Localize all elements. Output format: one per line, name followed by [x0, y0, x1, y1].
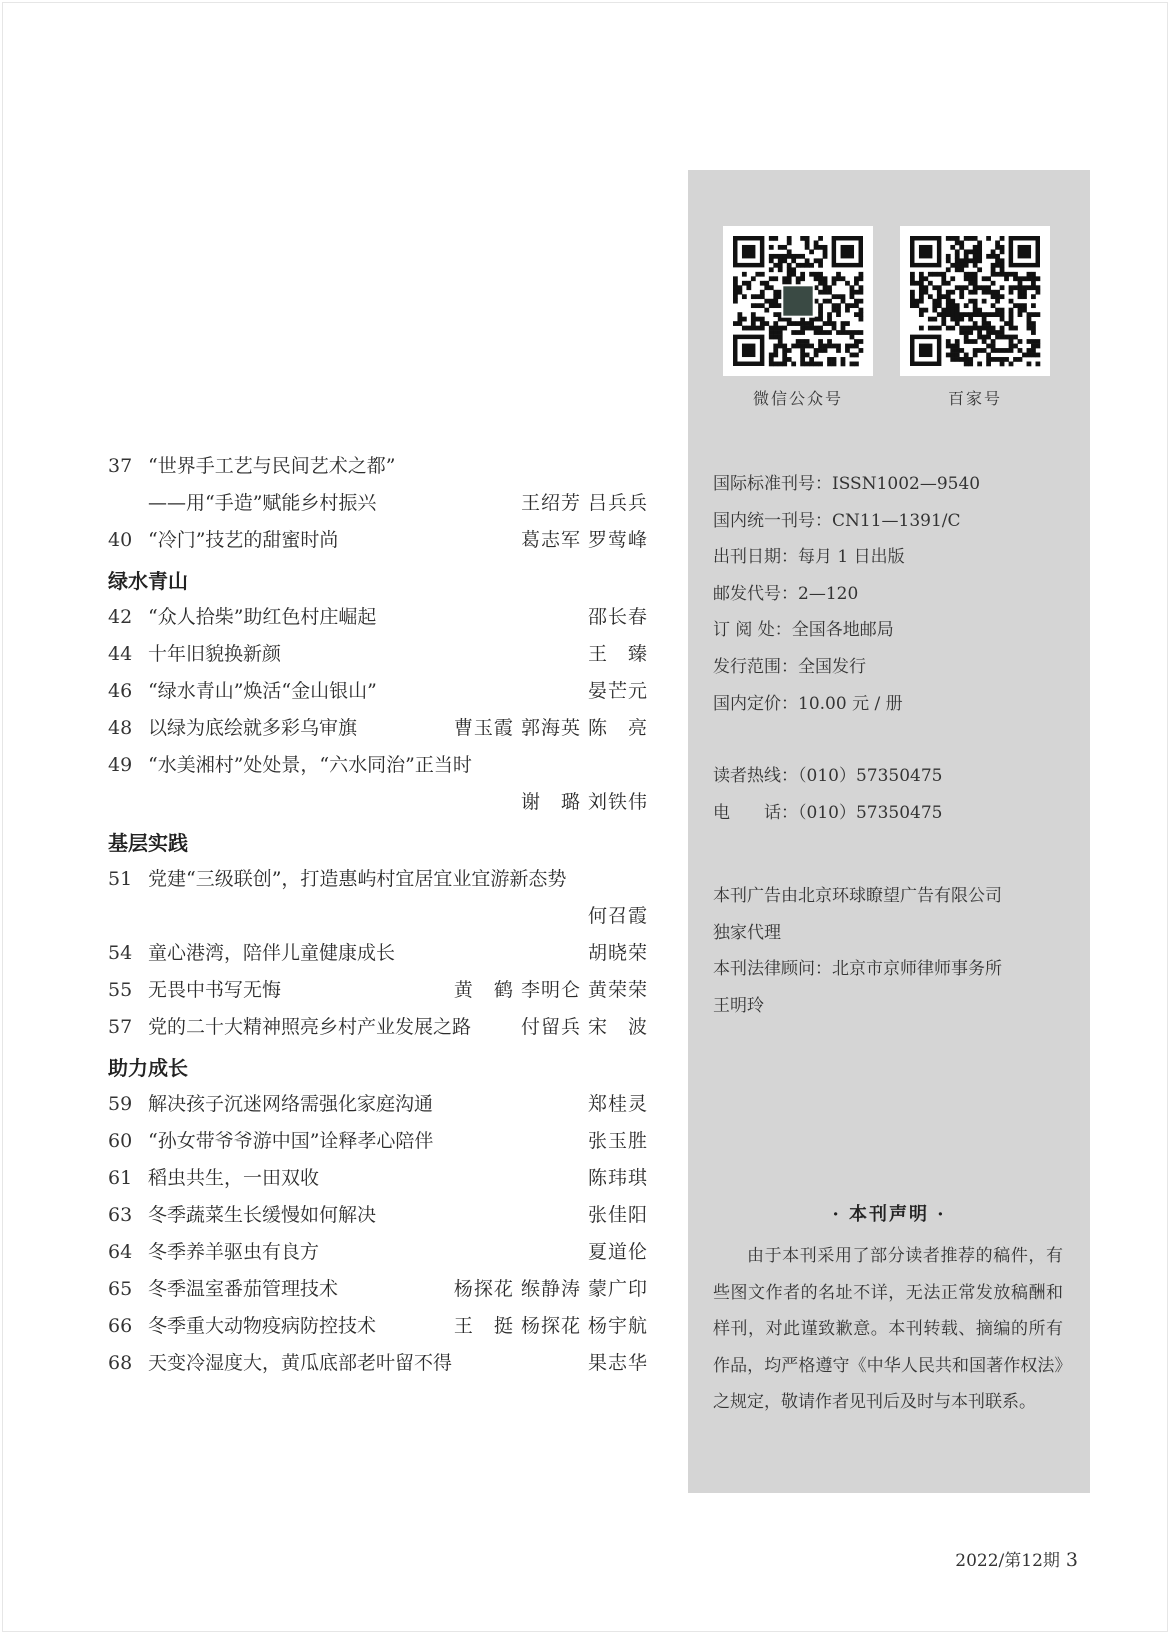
- toc-entry-line: [108, 747, 648, 784]
- toc-entry-line: [108, 1160, 648, 1197]
- toc-author: 黄 鹤 李明仑 黄荣荣: [453, 979, 648, 1001]
- toc-entry-line: [108, 1086, 648, 1123]
- toc-page-number: 42: [108, 606, 133, 628]
- table-of-contents: [108, 448, 648, 1382]
- toc-entry[interactable]: [108, 710, 648, 747]
- toc-entry-line: [108, 1197, 648, 1234]
- toc-author: 谢 璐 刘铁伟: [520, 791, 648, 813]
- toc-author: 葛志军 罗莺峰: [520, 529, 648, 551]
- toc-title: “冷门”技艺的甜蜜时尚: [148, 529, 339, 551]
- toc-author: 邵长春: [587, 606, 648, 628]
- toc-entry-line: [108, 1009, 648, 1046]
- toc-title: 无畏中书写无悔: [148, 979, 282, 1001]
- toc-entry-line: [108, 1234, 648, 1271]
- toc-entry-line: [108, 1308, 648, 1345]
- toc-entry[interactable]: [108, 1234, 648, 1271]
- toc-title: 冬季蔬菜生长缓慢如何解决: [148, 1204, 377, 1226]
- toc-entry[interactable]: [108, 599, 648, 636]
- agency-info: [713, 878, 1002, 1024]
- toc-entry[interactable]: [108, 1009, 648, 1046]
- toc-author: 王 挺 杨探花 杨宇航: [453, 1315, 648, 1337]
- toc-entry-line: [108, 710, 648, 747]
- ad-agency-line: 本刊广告由北京环球瞭望广告有限公司: [713, 886, 1002, 906]
- toc-entry-line: [108, 485, 648, 522]
- baijiahao-qr-code-icon: [900, 226, 1050, 376]
- toc-entry[interactable]: [108, 1160, 648, 1197]
- toc-author: 晏芒元: [587, 680, 648, 702]
- toc-entry[interactable]: [108, 1271, 648, 1308]
- section-heading: 绿水青山: [108, 569, 188, 593]
- toc-entry[interactable]: [108, 1308, 648, 1345]
- toc-page-number: 61: [108, 1167, 133, 1189]
- toc-entry[interactable]: [108, 861, 648, 935]
- toc-title: 解决孩子沉迷网络需强化家庭沟通: [148, 1093, 434, 1115]
- baijiahao-qr-block: [900, 226, 1050, 409]
- ad-agency-line-2: 独家代理: [713, 922, 781, 943]
- qr-code-icon: [723, 226, 873, 376]
- issn-line: 国际标准刊号：ISSN1002—9540: [713, 474, 981, 494]
- toc-title: “绿水青山”焕活“金山银山”: [148, 680, 377, 702]
- toc-entry-line: [108, 1123, 648, 1160]
- toc-title: “众人拾柴”助红色村庄崛起: [148, 606, 377, 628]
- toc-title: 十年旧貌换新颜: [148, 643, 282, 665]
- subscription-line: 订 阅 处：全国各地邮局: [713, 620, 894, 641]
- toc-entry[interactable]: [108, 1123, 648, 1160]
- toc-page-number: 54: [108, 942, 133, 964]
- toc-page-number: 55: [108, 979, 133, 1001]
- toc-title: 稻虫共生，一田双收: [148, 1167, 320, 1189]
- toc-title: 冬季重大动物疫病防控技术: [148, 1315, 377, 1337]
- toc-entry[interactable]: [108, 972, 648, 1009]
- contact-info: [713, 758, 942, 831]
- toc-entry-line: [108, 935, 648, 972]
- toc-entry-line: [108, 861, 648, 898]
- legal-advisor-name: 王明玲: [713, 995, 764, 1016]
- toc-title: 童心港湾，陪伴儿童健康成长: [148, 942, 396, 964]
- toc-author: 陈玮琪: [587, 1167, 648, 1189]
- toc-entry-line: [108, 599, 648, 636]
- toc-author: 夏道伦: [587, 1241, 648, 1263]
- toc-author: 杨探花 缑静涛 蒙广印: [453, 1278, 648, 1300]
- page-footer: [955, 1546, 1078, 1571]
- toc-entry[interactable]: [108, 448, 648, 522]
- toc-title: “水美湘村”处处景，“六水同治”正当时: [148, 754, 472, 776]
- toc-author: 王 臻: [587, 643, 648, 665]
- toc-subtitle: ——用“手造”赋能乡村振兴: [148, 492, 377, 514]
- toc-title: “孙女带爷爷游中国”诠释孝心陪伴: [148, 1130, 434, 1152]
- toc-entry[interactable]: [108, 1345, 648, 1382]
- publication-info: [713, 466, 980, 722]
- toc-entry-line: [108, 898, 648, 935]
- legal-advisor-line: 本刊法律顾问：北京市京师律师事务所: [713, 959, 1002, 980]
- toc-page-number: 48: [108, 717, 133, 739]
- toc-author: 付留兵 宋 波: [520, 1016, 648, 1038]
- page-number: 3: [1065, 1549, 1078, 1571]
- toc-title: “世界手工艺与民间艺术之都”: [148, 455, 396, 477]
- toc-author: 曹玉霞 郭海英 陈 亮: [453, 717, 648, 739]
- toc-entry-line: [108, 522, 648, 559]
- toc-title: 党的二十大精神照亮乡村产业发展之路: [148, 1016, 472, 1038]
- publish-date-line: 出刊日期：每月 1 日出版: [713, 547, 905, 568]
- toc-author: 果志华: [587, 1352, 648, 1374]
- toc-entry-line: [108, 1271, 648, 1308]
- toc-page-number: 57: [108, 1016, 133, 1038]
- qr-code-icon: [900, 226, 1050, 376]
- toc-page-number: 40: [108, 529, 133, 551]
- toc-page-number: 37: [108, 455, 133, 477]
- baijiahao-qr-label: 百家号: [947, 389, 1002, 408]
- toc-entry-line: [108, 636, 648, 673]
- section-heading: 助力成长: [108, 1056, 188, 1080]
- wechat-qr-label: 微信公众号: [752, 389, 843, 408]
- issue-label: 2022/第12期: [955, 1551, 1060, 1571]
- postal-code-line: 邮发代号：2—120: [713, 583, 859, 604]
- toc-entry-line: [108, 972, 648, 1009]
- toc-title: 冬季温室番茄管理技术: [148, 1278, 339, 1300]
- toc-entry[interactable]: [108, 522, 648, 559]
- toc-page-number: 46: [108, 680, 133, 702]
- notice-heading: · 本刊声明 ·: [832, 1204, 946, 1225]
- toc-page-number: 63: [108, 1204, 133, 1226]
- toc-page-number: 60: [108, 1130, 133, 1152]
- price-line: 国内定价：10.00 元 / 册: [713, 693, 903, 714]
- toc-author: 张佳阳: [587, 1204, 648, 1226]
- toc-entry[interactable]: [108, 1086, 648, 1123]
- reader-hotline: 读者热线：（010）57350475: [713, 766, 943, 786]
- toc-page-number: 65: [108, 1278, 133, 1300]
- toc-page-number: 49: [108, 754, 133, 776]
- toc-entry[interactable]: [108, 747, 648, 821]
- telephone: 电 话：（010）57350475: [713, 802, 943, 823]
- toc-entry[interactable]: [108, 673, 648, 710]
- toc-page-number: 66: [108, 1315, 133, 1337]
- section-heading: 基层实践: [108, 831, 188, 855]
- toc-page-number: 59: [108, 1093, 133, 1115]
- toc-author: 何召霞: [587, 905, 648, 927]
- toc-title: 以绿为底绘就多彩乌审旗: [148, 717, 358, 739]
- toc-entry-line: [108, 448, 648, 485]
- toc-title: 冬季养羊驱虫有良方: [148, 1241, 320, 1263]
- toc-entry[interactable]: [108, 636, 648, 673]
- toc-author: 张玉胜: [587, 1130, 648, 1152]
- toc-title: 党建“三级联创”，打造惠屿村宜居宜业宜游新态势: [148, 868, 567, 890]
- toc-page-number: 64: [108, 1241, 133, 1263]
- toc-title: 天变冷湿度大，黄瓜底部老叶留不得: [148, 1352, 453, 1374]
- toc-page-number: 44: [108, 643, 133, 665]
- magazine-info-sidebar: [688, 170, 1090, 1493]
- toc-page-number: 68: [108, 1352, 133, 1374]
- wechat-qr-code-icon: [723, 226, 873, 376]
- toc-entry[interactable]: [108, 1197, 648, 1234]
- toc-entry-line: [108, 784, 648, 821]
- cn-line: 国内统一刊号：CN11—1391/C: [713, 510, 961, 531]
- toc-author: 王绍芳 吕兵兵: [520, 492, 648, 514]
- toc-page-number: 51: [108, 868, 133, 890]
- toc-entry-line: [108, 673, 648, 710]
- notice-text: 由于本刊采用了部分读者推荐的稿件，有些图文作者的名址不详，无法正常发放稿酬和样刊，对此谨致歉意。本刊转载、摘编的所有作品，均严格遵守《中华人民共和国著作权法》之规定，敬请作者见刊后及时与本刊联系。: [713, 1246, 1063, 1412]
- wechat-qr-block: [723, 226, 873, 409]
- toc-entry-line: [108, 1345, 648, 1382]
- toc-author: 郑桂灵: [587, 1093, 648, 1115]
- toc-entry[interactable]: [108, 935, 648, 972]
- distribution-line: 发行范围：全国发行: [713, 656, 866, 677]
- toc-author: 胡晓荣: [587, 942, 648, 964]
